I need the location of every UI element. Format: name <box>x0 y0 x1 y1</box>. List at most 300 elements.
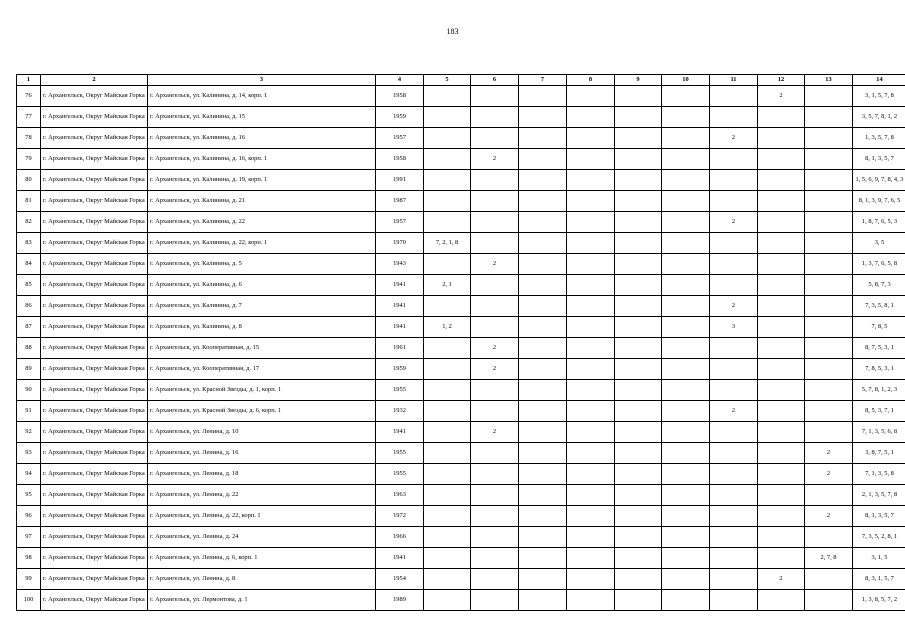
table-cell <box>662 590 710 611</box>
table-cell: 1959 <box>376 107 424 128</box>
table-cell: г. Архангельск, ул. Ленина, д. 24 <box>148 527 376 548</box>
table-cell: 77 <box>17 107 41 128</box>
table-cell <box>615 191 662 212</box>
table-cell <box>519 590 567 611</box>
table-cell <box>519 149 567 170</box>
table-cell <box>758 128 805 149</box>
table-cell <box>567 275 615 296</box>
table-cell <box>615 443 662 464</box>
table-cell: г. Архангельск, ул. Калинина, д. 7 <box>148 296 376 317</box>
table-cell <box>662 275 710 296</box>
table-cell <box>519 380 567 401</box>
table-cell <box>662 212 710 233</box>
table-cell: 3, 5, 7, 8, 1, 2 <box>853 107 905 128</box>
table-cell <box>710 338 758 359</box>
table-cell: 7, 3, 5, 2, 8, 1 <box>853 527 905 548</box>
table-cell <box>710 359 758 380</box>
column-header: 5 <box>424 75 471 86</box>
table-cell: 2 <box>471 254 519 275</box>
table-cell: г. Архангельск, ул. Калинина, д. 5 <box>148 254 376 275</box>
table-cell <box>567 317 615 338</box>
table-cell <box>758 149 805 170</box>
table-cell <box>519 485 567 506</box>
table-cell: 1, 8, 7, 6, 5, 3 <box>853 212 905 233</box>
column-header: 4 <box>376 75 424 86</box>
table-cell <box>615 170 662 191</box>
table-cell: 84 <box>17 254 41 275</box>
table-cell <box>567 464 615 485</box>
table-cell <box>471 380 519 401</box>
table-cell <box>567 170 615 191</box>
table-cell <box>710 548 758 569</box>
table-cell <box>710 275 758 296</box>
table-cell: 3, 1, 5 <box>853 548 905 569</box>
table-cell <box>758 380 805 401</box>
table-cell <box>710 590 758 611</box>
table-cell <box>519 212 567 233</box>
table-cell: г. Архангельск, Округ Майская Горка <box>41 233 148 254</box>
table-cell: 7, 2, 1, 8 <box>424 233 471 254</box>
table-cell: 2 <box>471 338 519 359</box>
table-cell: 2, 1 <box>424 275 471 296</box>
table-row <box>17 443 905 464</box>
table-cell <box>805 107 853 128</box>
table-cell: г. Архангельск, ул. Ленина, д. 22 <box>148 485 376 506</box>
table-cell: г. Архангельск, ул. Калинина, д. 14, корп. 1 <box>148 86 376 107</box>
table-row <box>17 422 905 443</box>
table-row <box>17 569 905 590</box>
table-cell <box>471 485 519 506</box>
table-cell <box>567 296 615 317</box>
table-cell <box>519 338 567 359</box>
table-cell: 1958 <box>376 86 424 107</box>
table-cell: 7, 8, 5, 3, 1 <box>853 359 905 380</box>
table-cell <box>805 128 853 149</box>
table-row <box>17 527 905 548</box>
table-cell <box>662 149 710 170</box>
table-row <box>17 401 905 422</box>
table-cell: г. Архангельск, ул. Ленина, д. 10 <box>148 422 376 443</box>
table-cell <box>758 170 805 191</box>
table-cell: г. Архангельск, ул. Калинина, д. 15 <box>148 107 376 128</box>
table-cell: г. Архангельск, ул. Ленина, д. 8 <box>148 569 376 590</box>
table-cell: 94 <box>17 464 41 485</box>
table-row <box>17 296 905 317</box>
table-cell <box>662 170 710 191</box>
table-cell: 1987 <box>376 191 424 212</box>
table-cell: г. Архангельск, ул. Красной Звезды, д. 6, корп. 1 <box>148 401 376 422</box>
table-cell <box>758 212 805 233</box>
table-row <box>17 233 905 254</box>
table-cell: 8, 3, 1, 5, 7 <box>853 569 905 590</box>
table-cell: 3 <box>710 317 758 338</box>
table-cell: 2 <box>471 422 519 443</box>
table-cell: 1, 3, 8, 5, 7, 2 <box>853 590 905 611</box>
table-cell: 80 <box>17 170 41 191</box>
table-cell: г. Архангельск, ул. Калинина, д. 6 <box>148 275 376 296</box>
table-cell <box>710 254 758 275</box>
table-cell <box>567 443 615 464</box>
table-cell <box>519 107 567 128</box>
table-cell: г. Архангельск, ул. Калинина, д. 8 <box>148 317 376 338</box>
table-cell <box>615 296 662 317</box>
table-cell: г. Архангельск, Округ Майская Горка <box>41 422 148 443</box>
table-cell: 2 <box>805 464 853 485</box>
table-cell: 3, 8, 7, 5, 1 <box>853 443 905 464</box>
table-cell: 79 <box>17 149 41 170</box>
table-cell <box>662 254 710 275</box>
column-header: 13 <box>805 75 853 86</box>
table-cell <box>471 212 519 233</box>
table-cell: г. Архангельск, Округ Майская Горка <box>41 317 148 338</box>
table-cell <box>471 170 519 191</box>
column-header: 7 <box>519 75 567 86</box>
table-cell: 92 <box>17 422 41 443</box>
table-row <box>17 107 905 128</box>
table-cell <box>805 254 853 275</box>
table-cell: 2 <box>710 296 758 317</box>
table-cell <box>519 401 567 422</box>
table-cell <box>424 464 471 485</box>
table-cell: г. Архангельск, Округ Майская Горка <box>41 149 148 170</box>
table-cell <box>758 506 805 527</box>
table-cell: г. Архангельск, Округ Майская Горка <box>41 380 148 401</box>
table-cell <box>519 275 567 296</box>
table-cell <box>567 254 615 275</box>
table-row <box>17 254 905 275</box>
table-row <box>17 191 905 212</box>
table-cell <box>567 590 615 611</box>
table-cell: г. Архангельск, ул. Калинина, д. 19, корп. 1 <box>148 170 376 191</box>
table-row <box>17 548 905 569</box>
table-cell: 1970 <box>376 233 424 254</box>
table-cell <box>662 191 710 212</box>
table-cell <box>710 443 758 464</box>
table-cell <box>805 170 853 191</box>
table-cell <box>805 590 853 611</box>
table-cell <box>805 233 853 254</box>
table-row <box>17 359 905 380</box>
table-cell: 2 <box>471 359 519 380</box>
table-cell: 1, 5, 6, 9, 7, 8, 4, 3 <box>853 170 905 191</box>
table-cell <box>471 506 519 527</box>
table-cell: г. Архангельск, Округ Майская Горка <box>41 296 148 317</box>
table-cell <box>662 128 710 149</box>
table-cell: 1959 <box>376 359 424 380</box>
table-cell <box>710 149 758 170</box>
table-cell: 1954 <box>376 569 424 590</box>
table-cell <box>567 233 615 254</box>
table-cell <box>662 86 710 107</box>
table-cell <box>710 464 758 485</box>
column-header: 10 <box>662 75 710 86</box>
table-cell: г. Архангельск, Округ Майская Горка <box>41 443 148 464</box>
table-cell <box>519 86 567 107</box>
table-cell <box>662 464 710 485</box>
table-cell: г. Архангельск, ул. Ленина, д. 22, корп. 1 <box>148 506 376 527</box>
table-row <box>17 338 905 359</box>
table-row <box>17 275 905 296</box>
table-cell: 1932 <box>376 401 424 422</box>
table-cell: 1955 <box>376 464 424 485</box>
table-cell: г. Архангельск, Округ Майская Горка <box>41 275 148 296</box>
table-cell: 1955 <box>376 380 424 401</box>
table-cell <box>567 107 615 128</box>
table-cell: 5, 7, 8, 1, 2, 3 <box>853 380 905 401</box>
table-cell: г. Архангельск, Округ Майская Горка <box>41 170 148 191</box>
table-cell <box>471 443 519 464</box>
table-cell <box>615 86 662 107</box>
table-cell: г. Архангельск, Округ Майская Горка <box>41 107 148 128</box>
table-cell <box>424 569 471 590</box>
table-cell: г. Архангельск, ул. Красной Звезды, д. 1, корп. 1 <box>148 380 376 401</box>
table-cell <box>758 338 805 359</box>
table-cell <box>424 254 471 275</box>
table-cell <box>424 527 471 548</box>
table-cell: г. Архангельск, Округ Майская Горка <box>41 212 148 233</box>
table-cell: 2 <box>710 212 758 233</box>
table-cell: 1, 3, 5, 7, 8 <box>853 128 905 149</box>
table-cell <box>758 107 805 128</box>
table-cell <box>471 317 519 338</box>
table-cell <box>758 527 805 548</box>
table-cell: 78 <box>17 128 41 149</box>
table-cell <box>662 317 710 338</box>
table-cell: г. Архангельск, Округ Майская Горка <box>41 401 148 422</box>
table-row <box>17 464 905 485</box>
table-cell <box>615 359 662 380</box>
table-cell <box>615 380 662 401</box>
table-cell: г. Архангельск, Округ Майская Горка <box>41 86 148 107</box>
table-cell <box>424 191 471 212</box>
table-cell <box>424 128 471 149</box>
table-cell <box>662 296 710 317</box>
table-cell <box>805 401 853 422</box>
table-cell: 86 <box>17 296 41 317</box>
table-cell <box>805 275 853 296</box>
table-cell <box>424 380 471 401</box>
table-row <box>17 380 905 401</box>
table-cell: 1941 <box>376 548 424 569</box>
table-cell <box>662 506 710 527</box>
column-header: 11 <box>710 75 758 86</box>
table-cell: 81 <box>17 191 41 212</box>
table-cell <box>662 107 710 128</box>
table-cell <box>567 86 615 107</box>
table-cell: 3, 5 <box>853 233 905 254</box>
column-header: 14 <box>853 75 905 86</box>
table-cell <box>471 590 519 611</box>
table-cell: г. Архангельск, Округ Майская Горка <box>41 128 148 149</box>
table-cell <box>758 296 805 317</box>
column-header: 9 <box>615 75 662 86</box>
table-cell: г. Архангельск, Округ Майская Горка <box>41 254 148 275</box>
table-cell <box>615 254 662 275</box>
table-cell <box>805 317 853 338</box>
table-cell <box>805 86 853 107</box>
table-cell <box>710 107 758 128</box>
table-cell <box>424 485 471 506</box>
table-cell: 1972 <box>376 506 424 527</box>
table-row <box>17 506 905 527</box>
table-cell: 76 <box>17 86 41 107</box>
table-cell <box>424 548 471 569</box>
table-cell <box>615 212 662 233</box>
column-header: 3 <box>148 75 376 86</box>
table-cell <box>615 464 662 485</box>
table-row <box>17 212 905 233</box>
table-cell: 1989 <box>376 590 424 611</box>
table-cell: 89 <box>17 359 41 380</box>
table-cell <box>758 254 805 275</box>
table-cell <box>710 191 758 212</box>
table-cell <box>615 485 662 506</box>
table-cell: 8, 7, 5, 3, 1 <box>853 338 905 359</box>
table-cell <box>615 107 662 128</box>
table-cell <box>615 233 662 254</box>
table-cell: г. Архангельск, Округ Майская Горка <box>41 191 148 212</box>
table-cell <box>662 422 710 443</box>
table-cell: г. Архангельск, Округ Майская Горка <box>41 485 148 506</box>
table-row <box>17 485 905 506</box>
table-cell <box>519 296 567 317</box>
table-cell: 90 <box>17 380 41 401</box>
table-cell <box>567 359 615 380</box>
table-cell: 7, 1, 3, 5, 8 <box>853 464 905 485</box>
table-cell: 91 <box>17 401 41 422</box>
table-cell <box>758 464 805 485</box>
table-cell: 8, 1, 3, 5, 7 <box>853 506 905 527</box>
table-cell: 2 <box>710 401 758 422</box>
table-row <box>17 170 905 191</box>
table-cell <box>567 380 615 401</box>
table-cell: 97 <box>17 527 41 548</box>
table-cell <box>519 527 567 548</box>
table-cell: г. Архангельск, Округ Майская Горка <box>41 506 148 527</box>
table-cell <box>567 548 615 569</box>
table-cell: г. Архангельск, Округ Майская Горка <box>41 464 148 485</box>
table-cell: 1, 3, 7, 6, 5, 8 <box>853 254 905 275</box>
table-cell: г. Архангельск, ул. Кооперативная, д. 15 <box>148 338 376 359</box>
table-cell <box>424 443 471 464</box>
table-cell <box>471 191 519 212</box>
table-cell: 1961 <box>376 338 424 359</box>
table-cell: 1963 <box>376 485 424 506</box>
page-number: 183 <box>446 27 459 36</box>
table-cell <box>758 191 805 212</box>
table-cell <box>615 338 662 359</box>
table-cell <box>805 296 853 317</box>
table-cell <box>805 191 853 212</box>
table-cell <box>567 569 615 590</box>
table-cell: 7, 1, 3, 5, 6, 8 <box>853 422 905 443</box>
table-cell <box>662 443 710 464</box>
table-cell <box>710 86 758 107</box>
table-cell <box>615 128 662 149</box>
table-cell <box>805 338 853 359</box>
table-cell <box>471 401 519 422</box>
table-cell <box>662 338 710 359</box>
column-header: 8 <box>567 75 615 86</box>
table-cell <box>424 296 471 317</box>
table-row <box>17 86 905 107</box>
table-cell <box>471 233 519 254</box>
header-row <box>17 75 905 86</box>
table-cell: г. Архангельск, Округ Майская Горка <box>41 590 148 611</box>
table-cell: 2 <box>471 149 519 170</box>
table-cell <box>471 128 519 149</box>
table-cell <box>519 128 567 149</box>
table-cell <box>710 506 758 527</box>
table-cell: 1957 <box>376 212 424 233</box>
table-cell: 1958 <box>376 149 424 170</box>
table-cell <box>710 485 758 506</box>
table-cell <box>615 317 662 338</box>
table-cell: г. Архангельск, ул. Калинина, д. 22 <box>148 212 376 233</box>
table-cell <box>805 422 853 443</box>
table-cell <box>710 170 758 191</box>
table-cell <box>662 548 710 569</box>
table-cell: г. Архангельск, ул. Калинина, д. 16, корп. 1 <box>148 149 376 170</box>
table-cell: 2 <box>805 443 853 464</box>
table-cell <box>424 212 471 233</box>
table-cell <box>662 569 710 590</box>
table-cell <box>758 233 805 254</box>
table-cell <box>615 569 662 590</box>
table-row <box>17 149 905 170</box>
table-cell: г. Архангельск, Округ Майская Горка <box>41 359 148 380</box>
table-cell <box>424 422 471 443</box>
table-cell <box>567 422 615 443</box>
table-body <box>17 86 905 611</box>
table-cell: г. Архангельск, Округ Майская Горка <box>41 569 148 590</box>
table-cell <box>519 422 567 443</box>
table-cell <box>662 527 710 548</box>
table-cell: 82 <box>17 212 41 233</box>
table-cell <box>424 149 471 170</box>
table-cell: г. Архангельск, ул. Калинина, д. 21 <box>148 191 376 212</box>
table-cell: 1966 <box>376 527 424 548</box>
table-cell <box>805 380 853 401</box>
table-cell <box>567 191 615 212</box>
table-cell: 95 <box>17 485 41 506</box>
table-cell: 98 <box>17 548 41 569</box>
table-cell <box>471 569 519 590</box>
table-cell: 100 <box>17 590 41 611</box>
table-cell: 87 <box>17 317 41 338</box>
table-cell: г. Архангельск, ул. Кооперативная, д. 17 <box>148 359 376 380</box>
table-cell <box>567 149 615 170</box>
table-cell <box>567 128 615 149</box>
table-cell <box>424 170 471 191</box>
table-cell <box>805 485 853 506</box>
table-cell <box>662 359 710 380</box>
table-cell <box>805 149 853 170</box>
table-cell <box>758 548 805 569</box>
table-cell <box>567 338 615 359</box>
table-cell: 2 <box>710 128 758 149</box>
table-cell <box>758 485 805 506</box>
table-cell: 1941 <box>376 275 424 296</box>
table-cell <box>805 527 853 548</box>
column-header: 6 <box>471 75 519 86</box>
table-cell <box>615 527 662 548</box>
table-cell <box>615 590 662 611</box>
table-cell <box>471 464 519 485</box>
table-cell: 8, 5, 3, 7, 1 <box>853 401 905 422</box>
table-cell <box>710 527 758 548</box>
table-cell <box>519 548 567 569</box>
